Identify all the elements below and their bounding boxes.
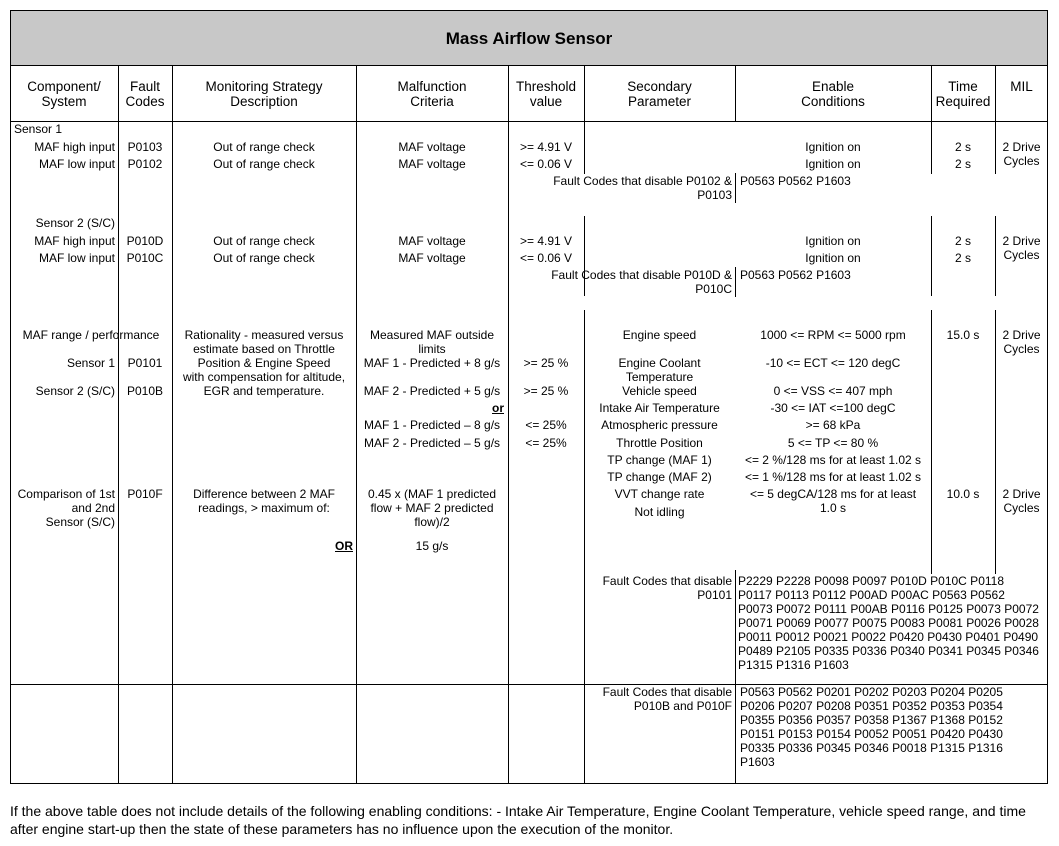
disable-codes-line: P0489 P2105 P0335 P0336 P0340 P0341 P0345 P0346 [738,644,1039,658]
header-mil [995,79,1048,94]
disable-codes-line: P0355 P0356 P0357 P0358 P1367 P1368 P0152 [740,713,1003,727]
disable-codes-line: P2229 P2228 P0098 P0097 P010D P010C P0118 [738,574,1004,588]
enable-cell: Ignition on [805,157,861,171]
secondary-cell: TP change (MAF 1) [607,453,712,467]
header-fault-codes [118,79,172,109]
header-text: Fault [129,79,160,94]
header-text: Secondary [627,79,692,94]
mil-cell [995,234,1048,262]
strategy-text: EGR and temperature. [203,384,325,398]
time-cell: 2 s [954,251,971,265]
col-divider [118,310,119,784]
criteria-text: limits [418,342,446,356]
header-threshold [508,79,584,109]
time-cell: 2 s [954,140,971,154]
header-text: value [529,94,563,109]
mil-text: Cycles [1003,154,1040,168]
footnote: If the above table does not include details of the following enabling conditions: - Intake Air Temperature, Engine Coolant Temperature, vehicle speed range, and time after engine start-up then the state of these parameters has no influence upon the execution of the monitor. [10,803,1026,837]
header-text: Conditions [801,94,865,109]
col-divider [735,267,736,297]
header-text: Required [935,94,991,109]
threshold-cell: <= 25% [525,418,567,432]
disable-codes-line: P0335 P0336 P0345 P0346 P0018 P1315 P1316 [740,741,1003,755]
component-cell: Sensor 1 [66,356,115,370]
header-secondary [584,79,735,109]
disable-label-text: P0101 [697,588,732,602]
time-cell: 10.0 s [946,487,980,501]
component-cell [12,487,115,529]
mil-cell [995,328,1048,356]
strategy-cell [172,328,356,398]
disable-label [584,685,732,713]
time-cell: 15.0 s [946,328,980,342]
threshold-cell: >= 25 % [523,356,569,370]
header-divider [10,121,1048,122]
criteria-cell: MAF voltage [398,157,466,171]
header-enable [735,79,931,109]
secondary-cell: Intake Air Temperature [599,401,720,415]
criteria-text: 0.45 x (MAF 1 predicted [367,487,497,501]
mil-cell [995,487,1048,515]
disable-label-text: Fault Codes that disable [602,685,732,699]
criteria-cell [356,487,508,529]
threshold-cell: <= 0.06 V [519,157,573,171]
fault-code-cell: P0103 [127,140,163,154]
col-divider [735,570,736,784]
mil-text: Cycles [1003,342,1040,356]
enable-cell: 5 <= TP <= 80 % [787,436,879,450]
strategy-cell: Out of range check [213,234,315,248]
disable-codes [740,685,1003,769]
enable-text: 1.0 s [819,501,846,515]
strategy-text: Rationality - measured versus [184,328,344,342]
table-title-bar [10,10,1048,66]
criteria-text: flow)/2 [414,515,450,529]
secondary-cell: VVT change rate [614,487,705,501]
enable-cell: >= 68 kPa [805,418,861,432]
disable-codes-line: P0206 P0207 P0208 P0351 P0352 P0353 P0354 [740,699,1003,713]
disable-codes-line: P1603 [740,755,775,769]
threshold-cell: <= 0.06 V [519,251,573,265]
component-text: and 2nd [71,501,115,515]
sensor2-label: Sensor 2 (S/C) [35,216,115,230]
header-text: System [41,94,87,109]
fault-code-cell: P010B [126,384,164,398]
enable-cell: Ignition on [805,251,861,265]
criteria-cell: MAF 1 - Predicted – 8 g/s [363,418,501,432]
header-malfunction [356,79,508,109]
mil-text: 2 Drive [1002,140,1041,154]
disable-codes-line: P0073 P0072 P0111 P00AB P0116 P0125 P0073 P0072 [738,602,1039,616]
secondary-text: Temperature [625,370,694,384]
or-text: OR [335,539,353,553]
time-cell: 2 s [954,157,971,171]
mil-text: 2 Drive [1002,328,1041,342]
header-text: Time [948,79,978,94]
sensor1-label: Sensor 1 [14,122,63,136]
enable-text: <= 5 degCA/128 ms for at least [749,487,917,501]
criteria-cell: MAF voltage [398,140,466,154]
mil-text: 2 Drive [1002,234,1041,248]
col-divider [931,310,932,574]
disable-codes: P0563 P0562 P1603 [740,268,851,282]
enable-cell: 0 <= VSS <= 407 mph [773,384,893,398]
col-divider [735,173,736,203]
disable-label-text: Fault Codes that disable P010D & [551,268,732,282]
header-text: Monitoring Strategy [205,79,323,94]
col-divider [172,66,173,784]
disable-label-text: P0103 [697,188,732,202]
strategy-cell: Out of range check [213,251,315,265]
criteria-cell: MAF 2 - Predicted – 5 g/s [363,436,501,450]
secondary-cell: Not idling [634,505,685,519]
criteria-cell: MAF 1 - Predicted + 8 g/s [363,356,501,370]
time-cell: 2 s [954,234,971,248]
disable-codes-line: P0117 P0113 P0112 P00AD P00AC P0563 P0562 [738,588,1005,602]
disable-codes [738,574,1039,672]
secondary-cell: Engine speed [622,328,697,342]
table-title: Mass Airflow Sensor [445,29,613,48]
header-text: Malfunction [397,79,467,94]
disable-codes-line: P0071 P0069 P0077 P0075 P0083 P0081 P0026 P0028 [738,616,1039,630]
header-time [931,79,995,109]
strategy-cell [172,487,356,515]
strategy-text: Difference between 2 MAF [193,487,335,501]
component-cell: MAF low input [38,251,115,265]
disable-label-text: P010B and P010F [633,699,732,713]
criteria-cell [356,328,508,356]
fault-code-cell: P010F [127,487,163,501]
enable-cell: -10 <= ECT <= 120 degC [765,356,901,370]
criteria-text: flow + MAF 2 predicted [370,501,494,515]
enable-cell: <= 2 %/128 ms for at least 1.02 s [744,453,922,467]
secondary-cell [584,356,735,384]
header-text: Component/ [27,79,101,94]
strategy-text: readings, > maximum of: [198,501,330,515]
strategy-cell: Out of range check [213,140,315,154]
disable-label [520,268,732,296]
fault-code-cell: P010D [126,234,164,248]
fault-code-cell: P010C [126,251,164,265]
secondary-cell: Atmospheric pressure [601,418,718,432]
disable-codes-line: P1315 P1316 P1603 [738,658,849,672]
header-text: Codes [125,94,165,109]
enable-cell: 1000 <= RPM <= 5000 rpm [760,328,906,342]
mil-cell [995,140,1048,168]
enable-cell: Ignition on [805,234,861,248]
criteria-cell: MAF voltage [398,251,466,265]
enable-cell: Ignition on [805,140,861,154]
threshold-cell: >= 4.91 V [519,234,573,248]
mil-text: 2 Drive [1002,487,1041,501]
mil-text: Cycles [1003,501,1040,515]
header-text: Threshold [515,79,577,94]
header-text: Description [230,94,298,109]
disable-label-text: Fault Codes that disable P0102 & [553,174,732,188]
strategy-text: Position & Engine Speed [197,356,331,370]
disable-label [584,574,732,602]
disable-codes-line: P0563 P0562 P0201 P0202 P0203 P0204 P0205 [740,685,1003,699]
or-label [172,539,353,553]
header-text: Parameter [627,94,692,109]
enable-cell: <= 1 %/128 ms for at least 1.02 s [744,470,922,484]
header-text: MIL [1010,79,1033,94]
threshold-cell: <= 25% [525,436,567,450]
secondary-text: Engine Coolant [618,356,701,370]
component-cell: MAF high input [34,140,115,154]
component-cell: MAF low input [38,157,115,171]
strategy-cell: Out of range check [213,157,315,171]
threshold-cell: >= 4.91 V [519,140,573,154]
component-text: Comparison of 1st [17,487,115,501]
disable-label [520,174,732,202]
component-cell: MAF high input [34,234,115,248]
strategy-text: with compensation for altitude, [182,370,346,384]
or-label [356,401,504,415]
criteria-cell: MAF voltage [398,234,466,248]
criteria-text: Measured MAF outside [369,328,495,342]
disable-codes-line: P0011 P0012 P0021 P0022 P0420 P0430 P0401 P0490 [738,630,1039,644]
enable-cell: -30 <= IAT <=100 degC [770,401,896,415]
secondary-cell: TP change (MAF 2) [607,470,712,484]
fault-code-cell: P0101 [127,356,163,370]
header-component [10,79,118,109]
header-strategy [172,79,356,109]
strategy-text: estimate based on Throttle [193,342,335,356]
disable-codes-line: P0151 P0153 P0154 P0052 P0051 P0420 P0430 [740,727,1003,741]
fault-code-cell: P0102 [127,157,163,171]
header-text: Criteria [410,94,454,109]
secondary-cell: Throttle Position [616,436,703,450]
or-text: or [492,401,504,415]
disable-label-text: Fault Codes that disable [602,574,732,588]
component-cell: MAF range / performance [22,328,160,342]
secondary-cell: Vehicle speed [622,384,697,398]
mil-text: Cycles [1003,248,1040,262]
criteria-cell: MAF 2 - Predicted + 5 g/s [363,384,501,398]
disable-codes: P0563 P0562 P1603 [740,174,851,188]
criteria-cell: 15 g/s [415,539,449,553]
threshold-cell: >= 25 % [523,384,569,398]
enable-cell [735,487,931,515]
component-cell: Sensor 2 (S/C) [35,384,115,398]
component-text: Sensor (S/C) [45,515,115,529]
header-text: Enable [811,79,855,94]
disable-label-text: P010C [695,282,732,296]
